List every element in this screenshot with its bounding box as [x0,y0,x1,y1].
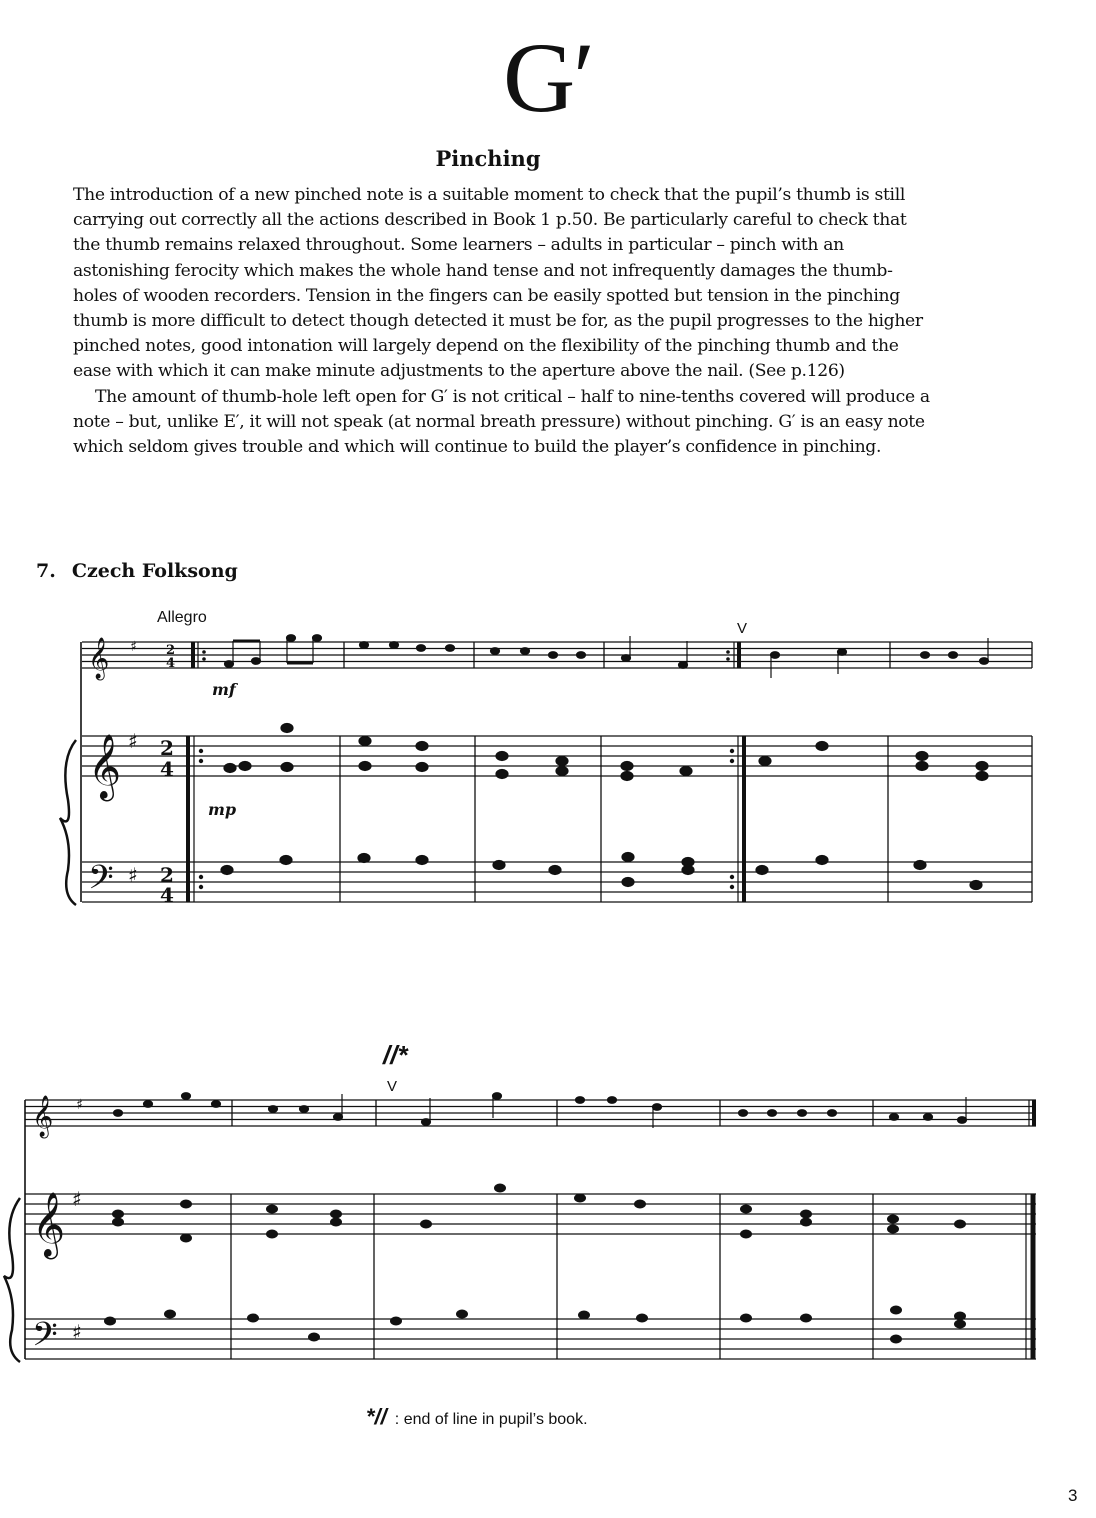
svg-text:4: 4 [160,883,174,907]
tempo-marking: Allegro [157,609,207,626]
breath-mark-1: V [737,620,748,637]
paragraph-1: The introduction of a new pinched note is a suitable moment to check that the pupil’s thumb is still carrying out correctly all the actions described in Book 1 p.50. Be particularly careful to check that the thumb remains relaxed throughout. Some learners – adults in particular – pinch with an astonishing ferocity which makes the whole hand tense and not infrequently damages the thumb-holes of wooden recorders. Tension in the fingers can be easily spotted but tension in the pinching thumb is more difficult to detect though detected it must be for, as the pupil progresses to the higher pinched notes, good intonation will largely depend on the flexibility of the pinching thumb and the ease with which it can make minute adjustments to the aperture above the nail. (See p.126) [73,185,923,382]
svg-text:𝄞: 𝄞 [88,734,122,799]
note-heading: G′ [502,22,594,133]
piece-name: Czech Folksong [71,560,238,582]
footnote-mark: *// [366,1404,387,1429]
svg-text:2: 2 [166,643,176,658]
piece-number: 7. [36,560,56,582]
svg-text:♯: ♯ [128,863,138,887]
svg-text:♯: ♯ [128,729,138,753]
line-break-mark: //* [383,1040,408,1070]
svg-text:♯: ♯ [72,1187,82,1211]
recorder-staff-2 [25,1100,1036,1126]
footnote [366,1404,588,1430]
svg-text:𝄞: 𝄞 [32,1192,66,1257]
svg-text:2: 2 [160,863,174,887]
page-number: 3 [1068,1486,1078,1505]
svg-text:𝄞: 𝄞 [32,1096,54,1137]
paragraph-2: The amount of thumb-hole left open for G′ is not critical – half to nine-tenths covered will produce a note – but, unlike E′, it will not speak (at normal breath pressure) without pinching. G′ is an easy note which seldom gives trouble and which will continue to build the player’s confidence in pinching. [73,386,930,458]
section-title: Pinching [435,146,541,171]
svg-text:𝄢: 𝄢 [88,859,114,905]
svg-text:4: 4 [160,757,174,781]
piano-bass-staff-2 [25,1319,1036,1359]
dynamic-piano: mp [208,800,237,819]
svg-text:4: 4 [166,656,176,671]
svg-text:♯: ♯ [76,1097,83,1113]
breath-mark-2: V [387,1078,398,1095]
svg-text:2: 2 [160,736,174,760]
dynamic-recorder: mf [212,680,236,699]
svg-text:♯: ♯ [72,1320,82,1344]
piano-treble-staff-2 [25,1194,1036,1234]
svg-text:𝄞: 𝄞 [88,638,110,679]
footnote-text: : end of line in pupil’s book. [394,1411,588,1428]
svg-text:♯: ♯ [130,639,137,655]
svg-text:𝄢: 𝄢 [32,1316,58,1362]
